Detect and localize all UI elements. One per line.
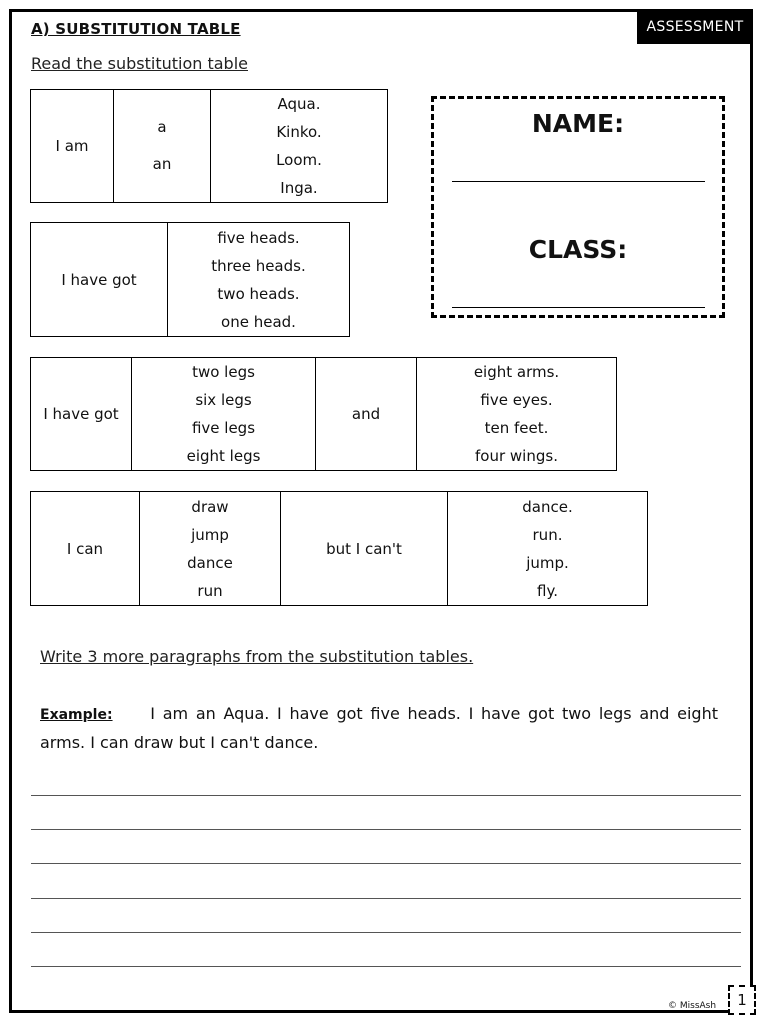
table-word: jump. bbox=[526, 553, 569, 572]
table-word: Inga. bbox=[280, 179, 318, 197]
assessment-badge: ASSESSMENT bbox=[637, 9, 753, 44]
example-label: Example: bbox=[40, 707, 113, 723]
table-word: five heads. bbox=[217, 228, 300, 247]
table-cell bbox=[140, 492, 281, 606]
writing-line[interactable] bbox=[31, 863, 741, 864]
table-word: five legs bbox=[191, 419, 256, 437]
writing-line[interactable] bbox=[31, 829, 741, 830]
table-cell bbox=[132, 358, 316, 471]
class-fill-line[interactable] bbox=[452, 307, 705, 308]
table-word: I have got bbox=[61, 270, 137, 289]
table-cell bbox=[316, 358, 417, 471]
table-word: Kinko. bbox=[276, 123, 322, 141]
table-cell bbox=[281, 492, 448, 606]
table-word: I am bbox=[55, 137, 89, 155]
name-label: NAME: bbox=[531, 109, 625, 138]
substitution-table-1 bbox=[30, 89, 388, 203]
writing-line[interactable] bbox=[31, 898, 741, 899]
table-word: eight legs bbox=[186, 447, 261, 465]
table-word: two heads. bbox=[217, 284, 300, 303]
table-word: and bbox=[351, 405, 381, 423]
table-word: Aqua. bbox=[277, 95, 321, 113]
table-word: a bbox=[157, 118, 167, 136]
writing-line[interactable] bbox=[31, 966, 741, 967]
table-word: run. bbox=[532, 525, 563, 544]
table-cell bbox=[31, 358, 132, 471]
table-cell bbox=[114, 90, 211, 203]
table-word: eight arms. bbox=[473, 363, 560, 381]
table-word: three heads. bbox=[211, 256, 306, 275]
table-word: dance. bbox=[522, 497, 573, 516]
substitution-table-4 bbox=[30, 491, 648, 606]
table-cell bbox=[31, 90, 114, 203]
section-title: A) SUBSTITUTION TABLE bbox=[31, 20, 241, 38]
table-cell bbox=[211, 90, 388, 203]
writing-line[interactable] bbox=[31, 932, 741, 933]
table-word: I can bbox=[66, 539, 104, 558]
substitution-table-2 bbox=[30, 222, 350, 337]
name-fill-line[interactable] bbox=[452, 181, 705, 182]
class-label: CLASS: bbox=[528, 235, 628, 264]
table-word: ten feet. bbox=[484, 419, 549, 437]
table-word: two legs bbox=[192, 363, 255, 381]
name-class-box bbox=[431, 96, 725, 318]
write-instruction: Write 3 more paragraphs from the substitution tables. bbox=[40, 647, 474, 666]
example-text: I am an Aqua. I have got five heads. I have got two legs and eight arms. I can draw but I can't dance. bbox=[40, 704, 718, 752]
read-instruction: Read the substitution table bbox=[31, 54, 248, 73]
copyright: © MissAsh bbox=[668, 1001, 717, 1011]
table-word: six legs bbox=[195, 391, 252, 409]
table-word: five eyes. bbox=[480, 391, 553, 409]
writing-line[interactable] bbox=[31, 795, 741, 796]
table-cell bbox=[31, 492, 140, 606]
table-word: four wings. bbox=[475, 447, 558, 465]
table-word: I have got bbox=[43, 405, 119, 423]
table-word: jump bbox=[191, 525, 229, 544]
table-cell bbox=[31, 223, 168, 337]
table-word: dance bbox=[187, 553, 233, 572]
substitution-table-3 bbox=[30, 357, 617, 471]
table-cell bbox=[417, 358, 617, 471]
table-word: draw bbox=[191, 497, 229, 516]
table-word: fly. bbox=[537, 581, 558, 600]
table-word: an bbox=[152, 155, 172, 173]
table-cell bbox=[448, 492, 648, 606]
table-word: run bbox=[197, 581, 223, 600]
page-number: 1 bbox=[728, 985, 756, 1015]
table-word: but I can't bbox=[326, 539, 402, 558]
example-paragraph bbox=[40, 700, 718, 757]
table-cell bbox=[168, 223, 350, 337]
table-word: Loom. bbox=[276, 151, 322, 169]
table-word: one head. bbox=[221, 312, 296, 331]
